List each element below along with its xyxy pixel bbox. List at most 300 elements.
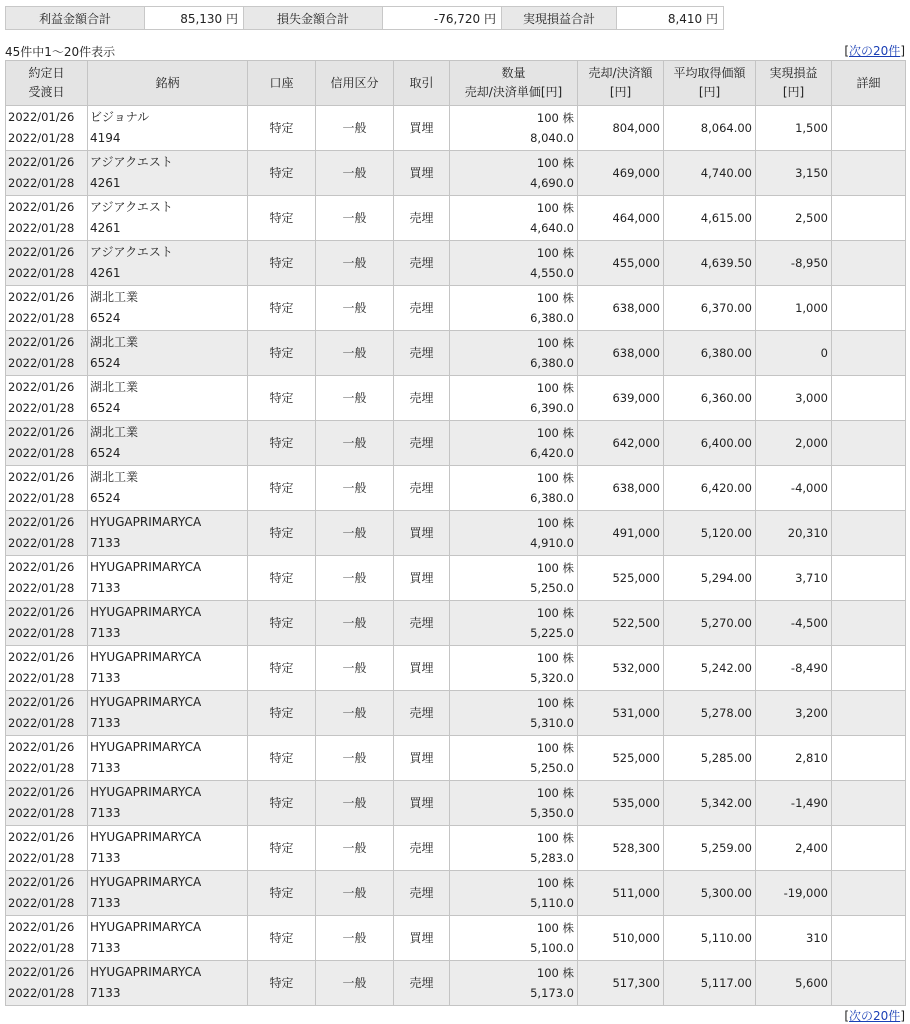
avg-cost-cell: 5,285.00 [664,736,756,781]
qty-cell [450,646,578,691]
unit-price: 6,390.0 [530,401,574,415]
detail-cell [832,691,906,736]
trade-date: 2022/01/26 [8,560,75,574]
security-name: 湖北工業 [90,380,139,394]
amount-cell: 522,500 [578,601,664,646]
date-cell [6,331,88,376]
pl-cell: 20,310 [756,511,832,556]
avg-cost-cell: 5,270.00 [664,601,756,646]
unit-price: 6,380.0 [530,491,574,505]
detail-cell [832,331,906,376]
qty-cell [450,331,578,376]
avg-cost-cell: 5,342.00 [664,781,756,826]
settle-date: 2022/01/28 [8,356,75,370]
detail-cell [832,511,906,556]
quantity: 100 株 [536,471,574,485]
trade-date: 2022/01/26 [8,380,75,394]
settle-date: 2022/01/28 [8,851,75,865]
trade-date: 2022/01/26 [8,740,75,754]
unit-price: 4,910.0 [530,536,574,550]
security-code: 4261 [90,266,121,280]
trade-cell: 売埋 [394,241,450,286]
security-cell [88,286,248,331]
security-cell [88,376,248,421]
security-cell [88,736,248,781]
qty-cell [450,106,578,151]
header-amount: 売却/決済額 [円] [578,61,664,106]
bracket-open: [ [844,1009,850,1023]
security-name: HYUGAPRIMARYCA [90,965,202,979]
quantity: 100 株 [536,336,574,350]
settle-date: 2022/01/28 [8,266,75,280]
quantity: 100 株 [536,606,574,620]
security-cell [88,781,248,826]
date-cell [6,781,88,826]
account-cell: 特定 [248,151,316,196]
settle-date: 2022/01/28 [8,176,75,190]
settle-date: 2022/01/28 [8,671,75,685]
qty-cell [450,151,578,196]
trade-cell: 売埋 [394,331,450,376]
realized-total-label: 実現損益合計 [502,7,617,30]
security-code: 4194 [90,131,121,145]
detail-cell [832,736,906,781]
amount-cell: 455,000 [578,241,664,286]
trade-date: 2022/01/26 [8,650,75,664]
settle-date: 2022/01/28 [8,401,75,415]
date-cell [6,196,88,241]
credit-cell: 一般 [316,736,394,781]
table-row [6,196,906,241]
table-row [6,871,906,916]
profit-total-value: 85,130 円 [145,7,244,30]
security-name: HYUGAPRIMARYCA [90,560,202,574]
amount-cell: 528,300 [578,826,664,871]
qty-cell [450,961,578,1006]
avg-cost-cell: 4,639.50 [664,241,756,286]
detail-cell [832,826,906,871]
header-pl: 実現損益 [円] [756,61,832,106]
security-name: HYUGAPRIMARYCA [90,830,202,844]
avg-cost-cell: 8,064.00 [664,106,756,151]
table-row [6,961,906,1006]
security-code: 7133 [90,896,121,910]
avg-cost-cell: 5,242.00 [664,646,756,691]
trade-date: 2022/01/26 [8,605,75,619]
avg-cost-cell: 5,120.00 [664,511,756,556]
trade-cell: 買埋 [394,916,450,961]
next-page-top [844,42,905,59]
credit-cell: 一般 [316,241,394,286]
credit-cell: 一般 [316,196,394,241]
avg-cost-cell: 5,117.00 [664,961,756,1006]
trade-date: 2022/01/26 [8,695,75,709]
account-cell: 特定 [248,781,316,826]
qty-cell [450,826,578,871]
security-cell [88,871,248,916]
security-code: 6524 [90,356,121,370]
trade-date: 2022/01/26 [8,200,75,214]
credit-cell: 一般 [316,151,394,196]
unit-price: 4,690.0 [530,176,574,190]
unit-price: 5,225.0 [530,626,574,640]
security-cell [88,511,248,556]
header-trade: 取引 [394,61,450,106]
unit-price: 5,310.0 [530,716,574,730]
date-cell [6,286,88,331]
trade-cell: 売埋 [394,826,450,871]
table-row [6,376,906,421]
amount-cell: 638,000 [578,331,664,376]
quantity: 100 株 [536,426,574,440]
date-cell [6,871,88,916]
security-name: 湖北工業 [90,425,139,439]
qty-cell [450,871,578,916]
quantity: 100 株 [536,516,574,530]
account-cell: 特定 [248,466,316,511]
avg-cost-cell: 6,370.00 [664,286,756,331]
amount-cell: 464,000 [578,196,664,241]
security-cell [88,826,248,871]
security-code: 7133 [90,716,121,730]
security-name: 湖北工業 [90,470,139,484]
security-name: HYUGAPRIMARYCA [90,920,202,934]
account-cell: 特定 [248,556,316,601]
header-avg-cost: 平均取得価額 [円] [664,61,756,106]
quantity: 100 株 [536,291,574,305]
settle-date: 2022/01/28 [8,716,75,730]
amount-cell: 517,300 [578,961,664,1006]
qty-cell [450,241,578,286]
credit-cell: 一般 [316,331,394,376]
security-cell [88,196,248,241]
trade-cell: 買埋 [394,106,450,151]
security-code: 7133 [90,626,121,640]
date-cell [6,151,88,196]
security-code: 7133 [90,806,121,820]
settle-date: 2022/01/28 [8,491,75,505]
header-qty: 数量 売却/決済単価[円] [450,61,578,106]
amount-cell: 531,000 [578,691,664,736]
quantity: 100 株 [536,246,574,260]
security-cell [88,106,248,151]
quantity: 100 株 [536,876,574,890]
security-name: アジアクエスト [90,200,173,214]
next-20-link-top[interactable]: 次の20件 [849,44,901,58]
date-cell [6,466,88,511]
trade-date: 2022/01/26 [8,425,75,439]
trade-date: 2022/01/26 [8,785,75,799]
security-name: 湖北工業 [90,335,139,349]
avg-cost-cell: 6,420.00 [664,466,756,511]
quantity: 100 株 [536,561,574,575]
credit-cell: 一般 [316,961,394,1006]
security-name: 湖北工業 [90,290,139,304]
pl-cell: 3,000 [756,376,832,421]
avg-cost-cell: 5,110.00 [664,916,756,961]
pl-cell: 5,600 [756,961,832,1006]
credit-cell: 一般 [316,511,394,556]
header-name: 銘柄 [88,61,248,106]
trade-cell: 売埋 [394,466,450,511]
security-name: HYUGAPRIMARYCA [90,650,202,664]
table-row [6,736,906,781]
account-cell: 特定 [248,826,316,871]
result-count: 45件中1～20件表示 [5,45,116,59]
settle-date: 2022/01/28 [8,446,75,460]
unit-price: 5,100.0 [530,941,574,955]
trade-date: 2022/01/26 [8,155,75,169]
trade-date: 2022/01/26 [8,920,75,934]
credit-cell: 一般 [316,376,394,421]
avg-cost-cell: 6,360.00 [664,376,756,421]
credit-cell: 一般 [316,106,394,151]
security-code: 7133 [90,851,121,865]
qty-cell [450,196,578,241]
pl-cell: 310 [756,916,832,961]
detail-cell [832,421,906,466]
qty-cell [450,511,578,556]
settle-date: 2022/01/28 [8,311,75,325]
account-cell: 特定 [248,601,316,646]
trade-date: 2022/01/26 [8,335,75,349]
quantity: 100 株 [536,381,574,395]
account-cell: 特定 [248,511,316,556]
avg-cost-cell: 6,380.00 [664,331,756,376]
settle-date: 2022/01/28 [8,581,75,595]
unit-price: 4,550.0 [530,266,574,280]
account-cell: 特定 [248,916,316,961]
pl-cell: -8,950 [756,241,832,286]
detail-cell [832,556,906,601]
quantity: 100 株 [536,921,574,935]
trade-cell: 売埋 [394,601,450,646]
security-cell [88,691,248,736]
pl-cell: 2,810 [756,736,832,781]
table-row [6,151,906,196]
pl-cell: -8,490 [756,646,832,691]
unit-price: 5,250.0 [530,581,574,595]
trade-date: 2022/01/26 [8,110,75,124]
quantity: 100 株 [536,966,574,980]
credit-cell: 一般 [316,421,394,466]
settle-date: 2022/01/28 [8,221,75,235]
security-cell [88,241,248,286]
trade-cell: 買埋 [394,646,450,691]
trade-cell: 売埋 [394,376,450,421]
trade-cell: 売埋 [394,871,450,916]
table-row [6,601,906,646]
date-cell [6,601,88,646]
date-cell [6,826,88,871]
security-name: アジアクエスト [90,245,173,259]
trade-cell: 買埋 [394,556,450,601]
loss-total-value: -76,720 円 [383,7,502,30]
bracket-close: ] [900,44,905,58]
next-20-link-bottom[interactable]: 次の20件 [849,1009,901,1023]
bracket-close: ] [900,1009,905,1023]
detail-cell [832,106,906,151]
account-cell: 特定 [248,421,316,466]
account-cell: 特定 [248,871,316,916]
pl-cell: 1,000 [756,286,832,331]
trade-date: 2022/01/26 [8,470,75,484]
header-date: 約定日 受渡日 [6,61,88,106]
trade-cell: 買埋 [394,511,450,556]
pl-cell: 2,000 [756,421,832,466]
security-code: 4261 [90,221,121,235]
amount-cell: 804,000 [578,106,664,151]
detail-cell [832,286,906,331]
security-cell [88,466,248,511]
pl-cell: 3,710 [756,556,832,601]
amount-cell: 532,000 [578,646,664,691]
credit-cell: 一般 [316,871,394,916]
pl-cell: -4,000 [756,466,832,511]
security-cell [88,421,248,466]
amount-cell: 511,000 [578,871,664,916]
security-code: 6524 [90,491,121,505]
avg-cost-cell: 4,740.00 [664,151,756,196]
account-cell: 特定 [248,196,316,241]
unit-price: 4,640.0 [530,221,574,235]
trade-cell: 売埋 [394,421,450,466]
account-cell: 特定 [248,376,316,421]
credit-cell: 一般 [316,691,394,736]
qty-cell [450,286,578,331]
avg-cost-cell: 5,278.00 [664,691,756,736]
security-code: 7133 [90,761,121,775]
avg-cost-cell: 6,400.00 [664,421,756,466]
trade-date: 2022/01/26 [8,875,75,889]
loss-total-label: 損失金額合計 [244,7,383,30]
date-cell [6,511,88,556]
settle-date: 2022/01/28 [8,806,75,820]
pl-cell: 3,150 [756,151,832,196]
quantity: 100 株 [536,741,574,755]
trade-history-table [5,60,906,1006]
security-name: HYUGAPRIMARYCA [90,785,202,799]
qty-cell [450,466,578,511]
date-cell [6,376,88,421]
amount-cell: 525,000 [578,556,664,601]
credit-cell: 一般 [316,466,394,511]
unit-price: 8,040.0 [530,131,574,145]
quantity: 100 株 [536,111,574,125]
settle-date: 2022/01/28 [8,896,75,910]
date-cell [6,241,88,286]
unit-price: 6,420.0 [530,446,574,460]
security-cell [88,151,248,196]
pl-cell: 1,500 [756,106,832,151]
account-cell: 特定 [248,106,316,151]
header-detail: 詳細 [832,61,906,106]
security-code: 7133 [90,986,121,1000]
qty-cell [450,781,578,826]
pl-cell: 0 [756,331,832,376]
unit-price: 5,173.0 [530,986,574,1000]
settle-date: 2022/01/28 [8,626,75,640]
date-cell [6,916,88,961]
amount-cell: 525,000 [578,736,664,781]
security-name: HYUGAPRIMARYCA [90,605,202,619]
account-cell: 特定 [248,241,316,286]
security-code: 7133 [90,581,121,595]
amount-cell: 491,000 [578,511,664,556]
detail-cell [832,916,906,961]
trade-cell: 買埋 [394,781,450,826]
account-cell: 特定 [248,691,316,736]
amount-cell: 638,000 [578,286,664,331]
account-cell: 特定 [248,331,316,376]
date-cell [6,421,88,466]
quantity: 100 株 [536,831,574,845]
unit-price: 5,110.0 [530,896,574,910]
unit-price: 5,320.0 [530,671,574,685]
security-code: 7133 [90,536,121,550]
security-name: ビジョナル [90,110,150,124]
pl-cell: 3,200 [756,691,832,736]
security-cell [88,601,248,646]
table-row [6,826,906,871]
security-cell [88,331,248,376]
realized-total-value: 8,410 円 [617,7,724,30]
detail-cell [832,466,906,511]
detail-cell [832,241,906,286]
trade-cell: 買埋 [394,151,450,196]
security-code: 7133 [90,941,121,955]
credit-cell: 一般 [316,781,394,826]
avg-cost-cell: 5,259.00 [664,826,756,871]
date-cell [6,736,88,781]
next-page-bottom [844,1007,905,1024]
security-code: 7133 [90,671,121,685]
unit-price: 6,380.0 [530,311,574,325]
trade-date: 2022/01/26 [8,245,75,259]
pl-cell: 2,500 [756,196,832,241]
trade-date: 2022/01/26 [8,290,75,304]
pl-cell: -19,000 [756,871,832,916]
table-row [6,556,906,601]
account-cell: 特定 [248,961,316,1006]
trade-date: 2022/01/26 [8,965,75,979]
security-name: HYUGAPRIMARYCA [90,740,202,754]
table-row [6,421,906,466]
account-cell: 特定 [248,736,316,781]
date-cell [6,646,88,691]
unit-price: 6,380.0 [530,356,574,370]
security-cell [88,646,248,691]
table-row [6,511,906,556]
amount-cell: 510,000 [578,916,664,961]
table-row [6,106,906,151]
table-row [6,691,906,736]
credit-cell: 一般 [316,556,394,601]
table-row [6,781,906,826]
profit-total-label: 利益金額合計 [6,7,145,30]
unit-price: 5,250.0 [530,761,574,775]
table-row [6,286,906,331]
table-header-row [6,61,906,106]
security-code: 4261 [90,176,121,190]
quantity: 100 株 [536,786,574,800]
credit-cell: 一般 [316,646,394,691]
amount-cell: 638,000 [578,466,664,511]
detail-cell [832,961,906,1006]
security-cell [88,961,248,1006]
header-account: 口座 [248,61,316,106]
trade-date: 2022/01/26 [8,515,75,529]
